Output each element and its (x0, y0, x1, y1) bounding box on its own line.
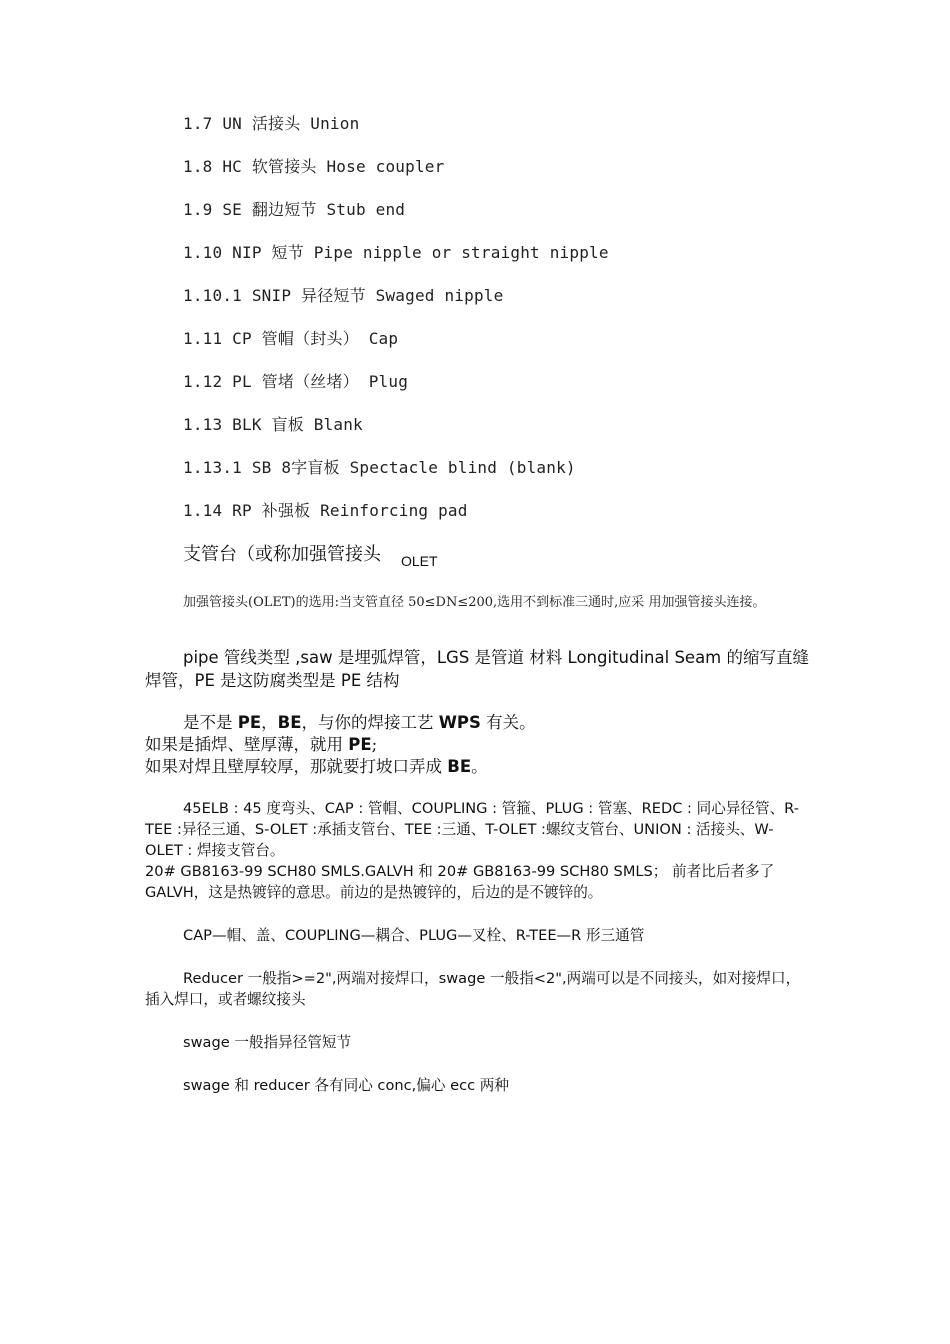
pe-be-line-3: 如果对焊且壁厚较厚，那就要打坡口弄成 BE。 (145, 757, 488, 776)
list-item-cap: 1.11 CP 管帽（封头） Cap (183, 329, 399, 348)
list-item-plug: 1.12 PL 管堵（丝堵） Plug (183, 372, 409, 391)
list-item-stub-end: 1.9 SE 翻边短节 Stub end (183, 200, 406, 219)
reducer-paragraph: Reducer 一般指>=2",两端对接焊口，swage 一般指<2",两端可以是不同接头，如对接焊口，插入焊口，或者螺纹接头 (145, 970, 801, 1008)
pe-be-line-1: 是不是 PE，BE，与你的焊接工艺 WPS 有关。 (183, 713, 536, 732)
list-item-reinforcing-pad: 1.14 RP 补强板 Reinforcing pad (183, 501, 468, 520)
abbreviations-paragraph: 45ELB : 45 度弯头、CAP : 管帽、COUPLING : 管箍、PLUG : 管塞、REDC : 同心异径管、R-TEE :异径三通、S-OLET :承插支管台、TEE :三通、T-OLET :螺纹支管台、UNION : 活接头、W-OLET : 焊接支管台。 (145, 800, 799, 859)
pe-be-paragraph (145, 712, 810, 778)
swage-paragraph: swage 一般指异径管短节 (183, 1034, 352, 1051)
galvh-paragraph: 20# GB8163-99 SCH80 SMLS.GALVH 和 20# GB8163-99 SCH80 SMLS； 前者比后者多了 GALVH，这是热镀锌的意思。前边的是热镀锌的，后边的是不镀锌的。 (145, 863, 775, 901)
list-item-union: 1.7 UN 活接头 Union (183, 114, 360, 133)
cap-coupling-paragraph: CAP—帽、盖、COUPLING—耦合、PLUG—叉栓、R-TEE—R 形三通管 (183, 927, 645, 944)
olet-heading-main: 支管台（或称加强管接头 (183, 544, 381, 565)
pipe-type-paragraph: pipe 管线类型 ,saw 是埋弧焊管，LGS 是管道 材料 Longitudinal Seam 的缩写直缝焊管，PE 是这防腐类型是 PE 结构 (145, 648, 810, 690)
olet-heading (183, 540, 438, 569)
list-item-blank: 1.13 BLK 盲板 Blank (183, 415, 363, 434)
list-item-hose-coupler: 1.8 HC 软管接头 Hose coupler (183, 157, 445, 176)
pe-be-line-2: 如果是插焊、壁厚薄，就用 PE; (145, 735, 378, 754)
list-item-pipe-nipple: 1.10 NIP 短节 Pipe nipple or straight nipple (183, 243, 609, 262)
olet-selection-paragraph: 加强管接头(OLET)的选用:当支管直径 50≤DN≤200,选用不到标准三通时,应采 用加强管接头连接。 (183, 595, 766, 610)
swage-reducer-paragraph: swage 和 reducer 各有同心 conc,偏心 ecc 两种 (183, 1077, 509, 1094)
list-item-swaged-nipple: 1.10.1 SNIP 异径短节 Swaged nipple (183, 286, 504, 305)
list-item-spectacle-blind: 1.13.1 SB 8字盲板 Spectacle blind (blank) (183, 458, 576, 477)
olet-heading-sub: OLET (401, 553, 438, 569)
